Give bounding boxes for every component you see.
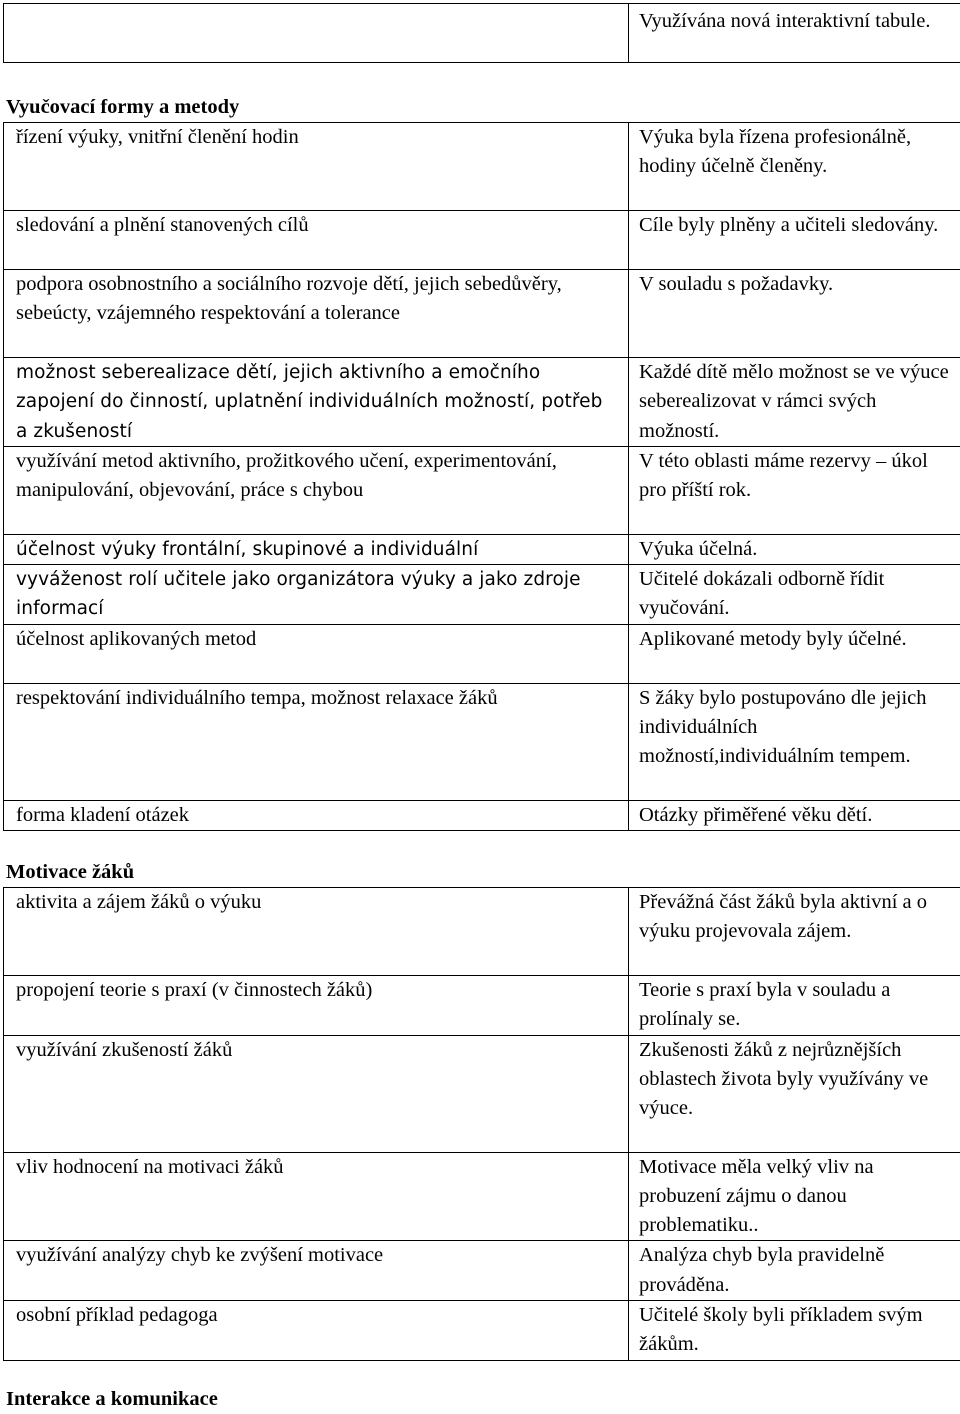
- evaluation-cell: Otázky přiměřené věku dětí.: [629, 800, 960, 830]
- table-row: [4, 683, 960, 800]
- criterion-cell: účelnost výuky frontální, skupinové a individuální: [4, 534, 629, 564]
- table-row: [4, 270, 960, 358]
- section-heading-vyucovaci-formy: Vyučovací formy a metody: [6, 93, 239, 122]
- criterion-cell: podpora osobnostního a sociálního rozvoje dětí, jejich sebedůvěry, sebeúcty, vzájemného respektování a tolerance: [4, 270, 629, 358]
- evaluation-cell: V této oblasti máme rezervy – úkol pro příští rok.: [629, 446, 960, 534]
- evaluation-cell: Motivace měla velký vliv na probuzení zájmu o danou problematiku..: [629, 1152, 960, 1241]
- criterion-cell: respektování individuálního tempa, možnost relaxace žáků: [4, 683, 629, 800]
- criterion-cell: sledování a plnění stanovených cílů: [4, 211, 629, 270]
- criterion-cell: vliv hodnocení na motivaci žáků: [4, 1152, 629, 1241]
- table-row: [4, 4, 960, 63]
- evaluation-cell: Výuka byla řízena profesionálně, hodiny účelně členěny.: [629, 123, 960, 211]
- criterion-cell: vyváženost rolí učitele jako organizátora výuky a jako zdroje informací: [4, 565, 629, 625]
- criterion-cell: [4, 4, 629, 63]
- evaluation-cell: Aplikované metody byly účelné.: [629, 624, 960, 683]
- evaluation-cell: Zkušenosti žáků z nejrůznějších oblastech života byly využívány ve výuce.: [629, 1035, 960, 1152]
- section-heading-interakce-komunikace: Interakce a komunikace: [6, 1385, 218, 1414]
- table-row: [4, 976, 960, 1036]
- evaluation-cell: Cíle byly plněny a učiteli sledovány.: [629, 211, 960, 270]
- top-table: [3, 3, 960, 63]
- table-row: [4, 1152, 960, 1241]
- evaluation-cell: Výuka účelná.: [629, 534, 960, 564]
- table-row: [4, 888, 960, 976]
- evaluation-cell: Analýza chyb byla pravidelně prováděna.: [629, 1241, 960, 1301]
- criterion-cell: řízení výuky, vnitřní členění hodin: [4, 123, 629, 211]
- evaluation-cell: Teorie s praxí byla v souladu a prolínaly se.: [629, 976, 960, 1036]
- evaluation-cell: Převážná část žáků byla aktivní a o výuku projevovala zájem.: [629, 888, 960, 976]
- table-row: [4, 211, 960, 270]
- criterion-cell: forma kladení otázek: [4, 800, 629, 830]
- criterion-cell: účelnost aplikovaných metod: [4, 624, 629, 683]
- table-row: [4, 123, 960, 211]
- table-row: [4, 1301, 960, 1361]
- criterion-cell: možnost seberealizace dětí, jejich aktivního a emočního zapojení do činností, uplatnění individuálních možností, potřeb a zkušeností: [4, 358, 629, 447]
- criterion-cell: využívání metod aktivního, prožitkového učení, experimentování, manipulování, objevování, práce s chybou: [4, 446, 629, 534]
- table-row: [4, 446, 960, 534]
- criterion-cell: aktivita a zájem žáků o výuku: [4, 888, 629, 976]
- criterion-cell: využívání zkušeností žáků: [4, 1035, 629, 1152]
- criterion-cell: propojení teorie s praxí (v činnostech žáků): [4, 976, 629, 1036]
- criterion-cell: využívání analýzy chyb ke zvýšení motivace: [4, 1241, 629, 1301]
- evaluation-cell: [629, 4, 960, 63]
- table-row: [4, 1241, 960, 1301]
- criterion-cell: osobní příklad pedagoga: [4, 1301, 629, 1361]
- evaluation-cell: V souladu s požadavky.: [629, 270, 960, 358]
- section-heading-motivace-zaku: Motivace žáků: [6, 858, 134, 887]
- evaluation-text: Využívána nová interaktivní tabule.: [629, 4, 960, 36]
- section-table-motivace-zaku: [3, 887, 960, 1361]
- table-row: [4, 358, 960, 447]
- table-row: [4, 624, 960, 683]
- table-row: [4, 565, 960, 625]
- table-row: [4, 1035, 960, 1152]
- evaluation-cell: S žáky bylo postupováno dle jejich individuálních možností,individuálním tempem.: [629, 683, 960, 800]
- evaluation-cell: Učitelé školy byli příkladem svým žákům.: [629, 1301, 960, 1361]
- evaluation-cell: Každé dítě mělo možnost se ve výuce seberealizovat v rámci svých možností.: [629, 358, 960, 447]
- table-row: [4, 800, 960, 830]
- section-table-vyucovaci-formy: [3, 122, 960, 831]
- evaluation-cell: Učitelé dokázali odborně řídit vyučování.: [629, 565, 960, 625]
- table-row: [4, 534, 960, 564]
